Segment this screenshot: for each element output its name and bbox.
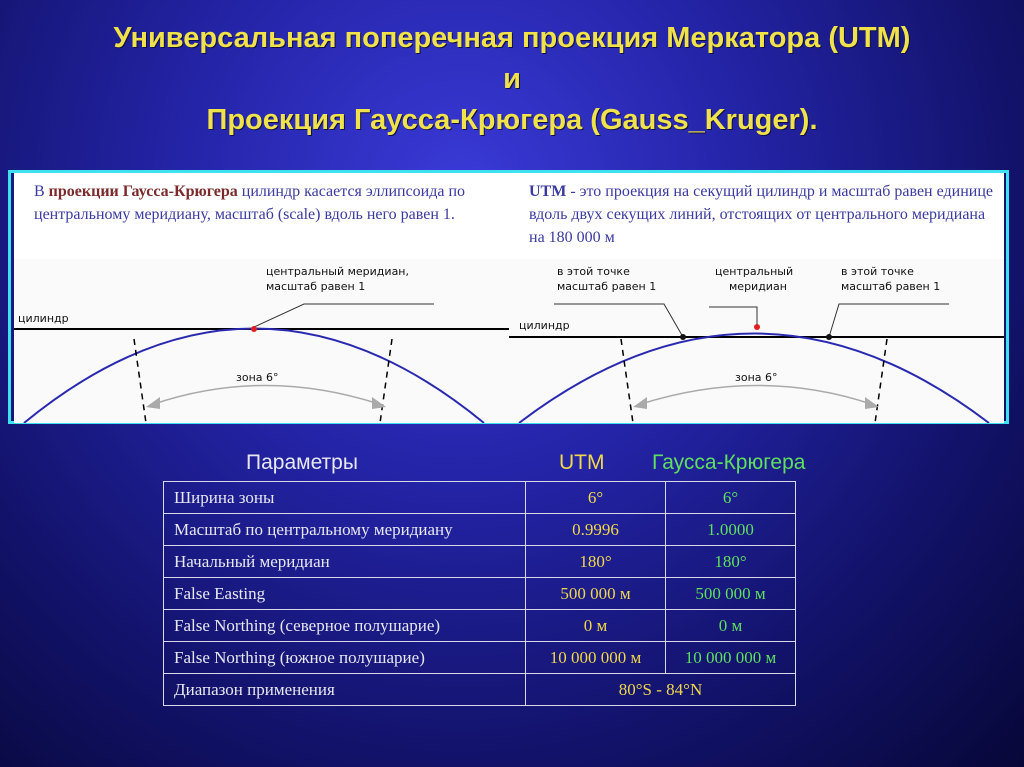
cell-param: False Northing (южное полушарие) [164, 642, 526, 674]
desc-highlight-2: Гаусса-Крюгера [122, 183, 238, 200]
secant-point-right [826, 334, 832, 340]
label-point-left-2: масштаб равен 1 [557, 280, 657, 293]
header-gk: Гаусса-Крюгера [652, 451, 806, 474]
cell-range: 80°S - 84°N [526, 674, 796, 706]
cell-param: Ширина зоны [164, 482, 526, 514]
label-meridian-1: центральный [715, 265, 794, 278]
header-utm: UTM [559, 451, 605, 474]
label-zone: зона 6° [735, 371, 778, 384]
central-meridian-marker [754, 324, 760, 330]
utm-desc-bold: UTM [529, 183, 567, 200]
cell-utm: 180° [526, 546, 666, 578]
title-line-3: Проекция Гаусса-Крюгера (Gauss_Kruger). [206, 104, 818, 136]
label-zone: зона 6° [236, 371, 279, 384]
table-row [164, 578, 796, 610]
title-line-1: Универсальная поперечная проекция Меркатора (UTM) [113, 22, 911, 54]
cell-gk: 180° [666, 546, 796, 578]
cell-utm: 500 000 м [526, 578, 666, 610]
utm-panel [509, 173, 1004, 423]
label-point-right-2: масштаб равен 1 [841, 280, 941, 293]
cell-gk: 10 000 000 м [666, 642, 796, 674]
table-row [164, 642, 796, 674]
tangent-point-marker [251, 326, 257, 332]
label-meridian-1: центральный меридиан, [266, 265, 409, 278]
secant-point-left [680, 334, 686, 340]
table-row [164, 546, 796, 578]
table-row [164, 610, 796, 642]
utm-desc-text: - это проекция на секущий цилиндр и масштаб равен единице вдоль двух секущих линий, отстоящих от центрального меридиана на 180 000 м [529, 183, 993, 246]
cell-utm: 10 000 000 м [526, 642, 666, 674]
utm-description [529, 180, 996, 249]
slide-title [0, 18, 1024, 141]
diagram-bg [14, 259, 509, 423]
label-meridian-2: масштаб равен 1 [266, 280, 366, 293]
cell-utm: 0.9996 [526, 514, 666, 546]
desc-text-1: В [34, 183, 49, 200]
cell-gk: 1.0000 [666, 514, 796, 546]
table-row [164, 514, 796, 546]
cell-utm: 6° [526, 482, 666, 514]
parameters-table [163, 481, 796, 706]
label-meridian-2: меридиан [729, 280, 787, 293]
cell-param: Начальный меридиан [164, 546, 526, 578]
cell-param: Диапазон применения [164, 674, 526, 706]
table-row [164, 482, 796, 514]
cell-gk: 0 м [666, 610, 796, 642]
desc-text-2: цилиндр касается эллипсоида по центральному меридиану, масштаб (scale) вдоль него равен 1. [34, 183, 466, 223]
cell-gk: 6° [666, 482, 796, 514]
label-point-left-1: в этой точке [557, 265, 630, 278]
header-params: Параметры [246, 451, 358, 474]
gauss-kruger-diagram [14, 259, 509, 423]
desc-highlight-1: проекции [48, 183, 119, 200]
cell-param: False Northing (северное полушарие) [164, 610, 526, 642]
label-point-right-1: в этой точке [841, 265, 914, 278]
cell-param: Масштаб по центральному меридиану [164, 514, 526, 546]
label-cylinder: цилиндр [18, 312, 69, 325]
title-line-2: и [503, 63, 521, 95]
utm-diagram [509, 259, 1004, 423]
gauss-kruger-panel [14, 173, 509, 423]
table-row [164, 674, 796, 706]
cell-param: False Easting [164, 578, 526, 610]
label-cylinder: цилиндр [519, 319, 570, 332]
cell-gk: 500 000 м [666, 578, 796, 610]
cell-utm: 0 м [526, 610, 666, 642]
gauss-kruger-description [34, 180, 501, 226]
